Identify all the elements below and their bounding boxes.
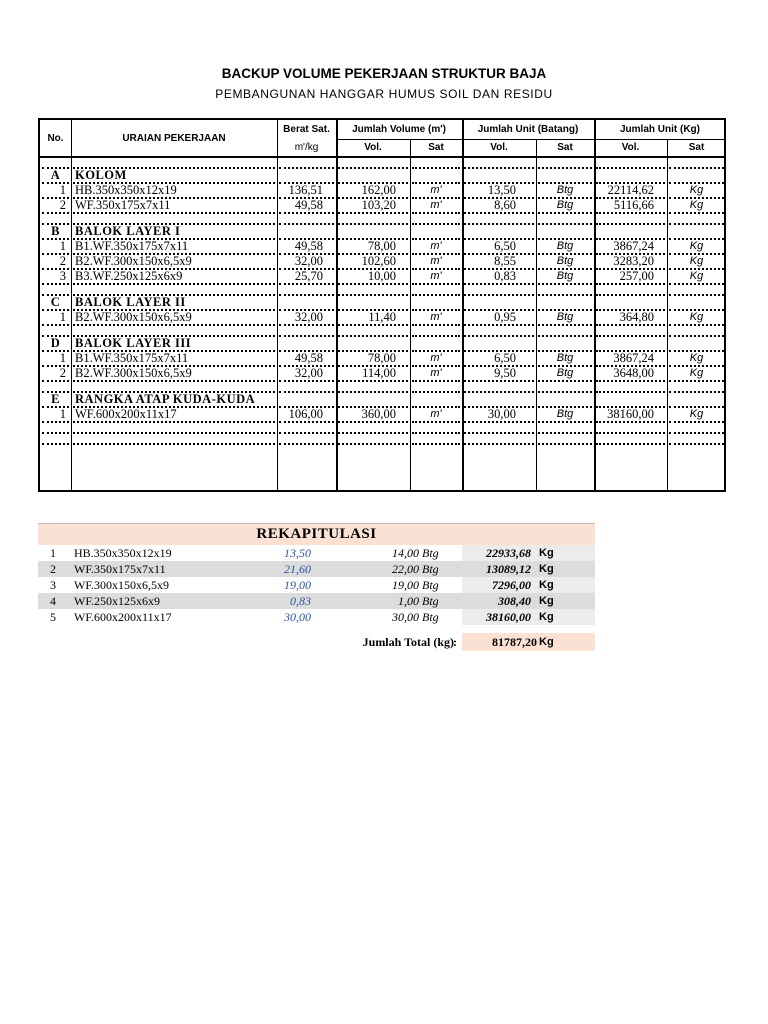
recap-no: 3 bbox=[50, 578, 56, 592]
item-batang-unit: Btg bbox=[556, 270, 574, 282]
page-subtitle: PEMBANGUNAN HANGGAR HUMUS SOIL DAN RESIDU bbox=[215, 87, 553, 101]
item-name: B1.WF.350x175x7x11 bbox=[75, 351, 189, 365]
section-name: RANGKA ATAP KUDA-KUDA bbox=[75, 392, 256, 406]
row-dotted-line bbox=[338, 391, 408, 393]
recap-total-row bbox=[38, 634, 595, 650]
row-dotted-line bbox=[669, 167, 724, 169]
recap-kg: 38160,00 bbox=[486, 610, 531, 624]
item-kg: 3867,24 bbox=[613, 351, 654, 365]
row-dotted-line bbox=[464, 421, 534, 423]
row-dotted-line bbox=[669, 283, 724, 285]
header-jumlah-kg: Jumlah Unit (Kg) bbox=[620, 124, 700, 135]
recap-no: 4 bbox=[50, 594, 56, 608]
row-dotted-line bbox=[73, 432, 275, 434]
header-vol: Vol. bbox=[364, 142, 382, 153]
section-code: A bbox=[50, 168, 61, 182]
row-dotted-line bbox=[338, 167, 408, 169]
col-divider bbox=[462, 120, 464, 490]
item-batang: 13,50 bbox=[487, 183, 516, 197]
row-dotted-line bbox=[596, 324, 665, 326]
item-batang: 30,00 bbox=[487, 407, 516, 421]
row-dotted-line bbox=[538, 432, 592, 434]
item-name: WF.600x200x11x17 bbox=[75, 407, 177, 421]
recap-row bbox=[38, 577, 595, 593]
row-dotted-line bbox=[464, 294, 534, 296]
item-no: 1 bbox=[59, 183, 66, 197]
item-batang-unit: Btg bbox=[556, 311, 574, 323]
item-volume-unit: m' bbox=[430, 311, 442, 323]
item-kg: 364,80 bbox=[619, 310, 654, 324]
item-volume-unit: m' bbox=[430, 270, 442, 282]
row-dotted-line bbox=[669, 421, 724, 423]
row-dotted-line bbox=[73, 212, 275, 214]
total-colon: : bbox=[453, 635, 457, 649]
row-dotted-line bbox=[73, 324, 275, 326]
row-dotted-line bbox=[279, 294, 334, 296]
row-dotted-line bbox=[464, 443, 534, 445]
header-sat: Sat bbox=[428, 142, 444, 153]
item-batang-unit: Btg bbox=[556, 367, 574, 379]
item-no: 2 bbox=[59, 254, 66, 268]
recap-no: 1 bbox=[50, 546, 56, 560]
row-dotted-line bbox=[412, 167, 460, 169]
row-dotted-line bbox=[279, 167, 334, 169]
item-kg: 3283,20 bbox=[613, 254, 654, 268]
header-no: No. bbox=[47, 132, 64, 144]
row-dotted-line bbox=[338, 380, 408, 382]
item-name: B2.WF.300x150x6,5x9 bbox=[75, 310, 192, 324]
row-dotted-line bbox=[464, 432, 534, 434]
item-no: 1 bbox=[59, 239, 66, 253]
item-kg-unit: Kg bbox=[689, 255, 704, 267]
row-dotted-line bbox=[338, 223, 408, 225]
row-dotted-line bbox=[279, 335, 334, 337]
item-batang: 8,55 bbox=[494, 254, 516, 268]
header-vol: Vol. bbox=[621, 142, 640, 153]
recap-actual-qty: 19,00 bbox=[284, 578, 311, 592]
item-kg-unit: Kg bbox=[689, 199, 704, 211]
item-berat: 106,00 bbox=[288, 407, 323, 421]
row-dotted-line bbox=[596, 167, 665, 169]
col-divider bbox=[594, 120, 596, 490]
row-dotted-line bbox=[596, 283, 665, 285]
item-no: 1 bbox=[59, 351, 66, 365]
item-batang: 9,50 bbox=[494, 366, 516, 380]
recap-no: 2 bbox=[50, 562, 56, 576]
row-dotted-line bbox=[279, 212, 334, 214]
recap-kg: 13089,12 bbox=[486, 562, 531, 576]
item-kg: 257,00 bbox=[619, 269, 654, 283]
row-dotted-line bbox=[338, 421, 408, 423]
item-no: 1 bbox=[59, 407, 66, 421]
recap-rounded-qty: 1,00 bbox=[398, 594, 419, 608]
item-kg-unit: Kg bbox=[689, 184, 704, 196]
item-no: 3 bbox=[59, 269, 66, 283]
recap-rounded-qty: 19,00 bbox=[392, 578, 419, 592]
recap-kg: 22933,68 bbox=[486, 546, 531, 560]
item-berat: 32,00 bbox=[294, 310, 323, 324]
item-volume: 78,00 bbox=[367, 239, 396, 253]
recap-name: WF.300x150x6,5x9 bbox=[74, 578, 170, 592]
header-jumlah-batang: Jumlah Unit (Batang) bbox=[477, 124, 579, 135]
row-dotted-line bbox=[73, 283, 275, 285]
header-vol: Vol. bbox=[490, 142, 508, 153]
item-kg-unit: Kg bbox=[689, 240, 704, 252]
item-kg-unit: Kg bbox=[689, 352, 704, 364]
recap-actual-qty: 21,60 bbox=[284, 562, 311, 576]
recap-actual-qty: 0,83 bbox=[290, 594, 311, 608]
row-dotted-line bbox=[412, 391, 460, 393]
item-kg-unit: Kg bbox=[689, 270, 704, 282]
item-volume: 162,00 bbox=[361, 183, 396, 197]
header-bottom-line bbox=[40, 156, 726, 158]
recap-kg: 7296,00 bbox=[492, 578, 531, 592]
row-dotted-line bbox=[279, 432, 334, 434]
recap-kg-unit: Kg bbox=[539, 595, 554, 607]
row-dotted-line bbox=[279, 223, 334, 225]
recap-kg-unit: Kg bbox=[539, 611, 554, 623]
item-batang-unit: Btg bbox=[556, 240, 574, 252]
header-uraian: URAIAN PEKERJAAN bbox=[122, 132, 226, 144]
recap-no: 5 bbox=[50, 610, 56, 624]
recap-name: WF.250x125x6x9 bbox=[74, 594, 161, 608]
col-divider bbox=[71, 120, 72, 490]
row-dotted-line bbox=[73, 421, 275, 423]
item-berat: 32,00 bbox=[294, 366, 323, 380]
item-volume-unit: m' bbox=[430, 352, 442, 364]
section-name: BALOK LAYER II bbox=[75, 295, 186, 309]
recap-name: WF.600x200x11x17 bbox=[74, 610, 172, 624]
row-dotted-line bbox=[338, 294, 408, 296]
row-dotted-line bbox=[412, 294, 460, 296]
row-dotted-line bbox=[538, 294, 592, 296]
row-dotted-line bbox=[73, 443, 275, 445]
row-dotted-line bbox=[538, 335, 592, 337]
item-name: WF.350x175x7x11 bbox=[75, 198, 171, 212]
item-volume: 78,00 bbox=[367, 351, 396, 365]
recap-kg-unit: Kg bbox=[539, 547, 554, 559]
item-kg: 5116,66 bbox=[613, 198, 654, 212]
recap-name: WF.350x175x7x11 bbox=[74, 562, 166, 576]
item-kg: 38160,00 bbox=[607, 407, 654, 421]
item-kg: 3867,24 bbox=[613, 239, 654, 253]
row-dotted-line bbox=[464, 391, 534, 393]
item-kg: 3648,00 bbox=[613, 366, 654, 380]
row-dotted-line bbox=[279, 324, 334, 326]
row-dotted-line bbox=[596, 212, 665, 214]
row-dotted-line bbox=[412, 335, 460, 337]
row-dotted-line bbox=[412, 324, 460, 326]
row-dotted-line bbox=[338, 443, 408, 445]
row-dotted-line bbox=[73, 380, 275, 382]
item-berat: 49,58 bbox=[294, 351, 323, 365]
col-divider bbox=[277, 120, 278, 490]
row-dotted-line bbox=[338, 324, 408, 326]
item-batang: 0,83 bbox=[494, 269, 516, 283]
row-dotted-line bbox=[669, 432, 724, 434]
item-volume: 11,40 bbox=[368, 310, 396, 324]
item-name: HB.350x350x12x19 bbox=[75, 183, 177, 197]
item-no: 1 bbox=[59, 310, 66, 324]
recap-qty-unit: Btg bbox=[422, 594, 439, 608]
row-dotted-line bbox=[538, 324, 592, 326]
row-dotted-line bbox=[338, 212, 408, 214]
item-batang-unit: Btg bbox=[556, 184, 574, 196]
recap-qty-unit: Btg bbox=[422, 562, 439, 576]
row-dotted-line bbox=[338, 335, 408, 337]
row-dotted-line bbox=[279, 443, 334, 445]
recap-name: HB.350x350x12x19 bbox=[74, 546, 172, 560]
recap-qty-unit: Btg bbox=[422, 610, 439, 624]
row-dotted-line bbox=[338, 432, 408, 434]
row-dotted-line bbox=[596, 443, 665, 445]
col-divider bbox=[336, 120, 338, 490]
item-volume-unit: m' bbox=[430, 408, 442, 420]
item-kg-unit: Kg bbox=[689, 367, 704, 379]
item-volume-unit: m' bbox=[430, 199, 442, 211]
row-dotted-line bbox=[412, 223, 460, 225]
section-code: C bbox=[50, 295, 61, 309]
item-batang: 0,95 bbox=[494, 310, 516, 324]
row-dotted-line bbox=[538, 443, 592, 445]
section-code: D bbox=[50, 336, 61, 350]
recap-rounded-qty: 22,00 bbox=[392, 562, 419, 576]
row-dotted-line bbox=[669, 212, 724, 214]
row-dotted-line bbox=[464, 324, 534, 326]
item-volume: 360,00 bbox=[361, 407, 396, 421]
row-dotted-line bbox=[412, 212, 460, 214]
item-batang: 8,60 bbox=[494, 198, 516, 212]
item-batang-unit: Btg bbox=[556, 199, 574, 211]
section-name: BALOK LAYER III bbox=[75, 336, 192, 350]
row-dotted-line bbox=[279, 421, 334, 423]
page-title: BACKUP VOLUME PEKERJAAN STRUKTUR BAJA bbox=[221, 66, 547, 81]
item-volume-unit: m' bbox=[430, 367, 442, 379]
row-dotted-line bbox=[412, 432, 460, 434]
row-dotted-line bbox=[538, 212, 592, 214]
header-jumlah-volume: Jumlah Volume (m') bbox=[352, 124, 446, 135]
total-label: Jumlah Total (kg) bbox=[362, 635, 454, 649]
item-no: 2 bbox=[59, 366, 66, 380]
item-volume: 102,60 bbox=[361, 254, 396, 268]
row-dotted-line bbox=[42, 380, 69, 382]
row-dotted-line bbox=[669, 335, 724, 337]
row-dotted-line bbox=[669, 324, 724, 326]
item-kg-unit: Kg bbox=[689, 408, 704, 420]
row-dotted-line bbox=[464, 283, 534, 285]
item-kg-unit: Kg bbox=[689, 311, 704, 323]
recap-actual-qty: 13,50 bbox=[284, 546, 311, 560]
item-kg: 22114,62 bbox=[607, 183, 654, 197]
total-unit: Kg bbox=[539, 636, 554, 648]
item-name: B3.WF.250x125x6x9 bbox=[75, 269, 183, 283]
item-berat: 49,58 bbox=[294, 198, 323, 212]
row-dotted-line bbox=[538, 283, 592, 285]
recap-actual-qty: 30,00 bbox=[284, 610, 311, 624]
item-berat: 25,70 bbox=[294, 269, 323, 283]
header-berat: Berat Sat. bbox=[283, 124, 330, 135]
item-batang: 6,50 bbox=[494, 239, 516, 253]
header-sat: Sat bbox=[557, 142, 573, 153]
row-dotted-line bbox=[279, 283, 334, 285]
row-dotted-line bbox=[412, 443, 460, 445]
recap-kg-unit: Kg bbox=[539, 563, 554, 575]
section-code: B bbox=[51, 224, 60, 238]
header-sat: Sat bbox=[688, 142, 705, 153]
item-name: B2.WF.300x150x6,5x9 bbox=[75, 254, 192, 268]
item-no: 2 bbox=[59, 198, 66, 212]
volume-table bbox=[38, 118, 726, 492]
row-dotted-line bbox=[42, 212, 69, 214]
row-dotted-line bbox=[412, 283, 460, 285]
row-dotted-line bbox=[596, 421, 665, 423]
row-dotted-line bbox=[464, 223, 534, 225]
item-name: B1.WF.350x175x7x11 bbox=[75, 239, 189, 253]
row-dotted-line bbox=[279, 391, 334, 393]
row-dotted-line bbox=[338, 283, 408, 285]
item-name: B2.WF.300x150x6,5x9 bbox=[75, 366, 192, 380]
section-name: KOLOM bbox=[75, 168, 127, 182]
item-batang-unit: Btg bbox=[556, 352, 574, 364]
recap-row bbox=[38, 545, 595, 561]
row-dotted-line bbox=[538, 421, 592, 423]
item-volume-unit: m' bbox=[430, 255, 442, 267]
recap-row bbox=[38, 593, 595, 609]
row-dotted-line bbox=[596, 223, 665, 225]
recap-qty-unit: Btg bbox=[422, 578, 439, 592]
total-value: 81787,20 bbox=[492, 635, 537, 649]
row-dotted-line bbox=[596, 335, 665, 337]
row-dotted-line bbox=[669, 391, 724, 393]
section-name: BALOK LAYER I bbox=[75, 224, 181, 238]
row-dotted-line bbox=[42, 324, 69, 326]
row-dotted-line bbox=[464, 212, 534, 214]
row-dotted-line bbox=[42, 443, 69, 445]
item-berat: 49,58 bbox=[294, 239, 323, 253]
header-berat-unit: m'/kg bbox=[294, 142, 319, 153]
row-dotted-line bbox=[42, 432, 69, 434]
row-dotted-line bbox=[412, 380, 460, 382]
row-dotted-line bbox=[279, 380, 334, 382]
row-dotted-line bbox=[669, 443, 724, 445]
item-batang-unit: Btg bbox=[556, 408, 574, 420]
row-dotted-line bbox=[464, 167, 534, 169]
row-dotted-line bbox=[42, 283, 69, 285]
recap-row bbox=[38, 561, 595, 577]
item-batang: 6,50 bbox=[494, 351, 516, 365]
recap-rounded-qty: 14,00 bbox=[392, 546, 419, 560]
row-dotted-line bbox=[412, 421, 460, 423]
item-berat: 32,00 bbox=[294, 254, 323, 268]
item-volume-unit: m' bbox=[430, 240, 442, 252]
row-dotted-line bbox=[42, 421, 69, 423]
section-code: E bbox=[51, 392, 60, 406]
recap-kg: 308,40 bbox=[498, 594, 531, 608]
item-berat: 136,51 bbox=[288, 183, 323, 197]
row-dotted-line bbox=[596, 432, 665, 434]
row-dotted-line bbox=[538, 167, 592, 169]
recap-rounded-qty: 30,00 bbox=[392, 610, 419, 624]
item-batang-unit: Btg bbox=[556, 255, 574, 267]
item-volume-unit: m' bbox=[430, 184, 442, 196]
row-dotted-line bbox=[596, 294, 665, 296]
recap-qty-unit: Btg bbox=[422, 546, 439, 560]
row-dotted-line bbox=[538, 391, 592, 393]
item-volume: 10,00 bbox=[367, 269, 396, 283]
row-dotted-line bbox=[669, 294, 724, 296]
row-dotted-line bbox=[538, 380, 592, 382]
recap-kg-unit: Kg bbox=[539, 579, 554, 591]
row-dotted-line bbox=[464, 380, 534, 382]
recap-title: REKAPITULASI bbox=[38, 523, 595, 545]
row-dotted-line bbox=[596, 391, 665, 393]
recap-row bbox=[38, 609, 595, 625]
row-dotted-line bbox=[538, 223, 592, 225]
item-volume: 103,20 bbox=[361, 198, 396, 212]
row-dotted-line bbox=[596, 380, 665, 382]
row-dotted-line bbox=[669, 223, 724, 225]
row-dotted-line bbox=[669, 380, 724, 382]
row-dotted-line bbox=[464, 335, 534, 337]
item-volume: 114,00 bbox=[362, 366, 396, 380]
